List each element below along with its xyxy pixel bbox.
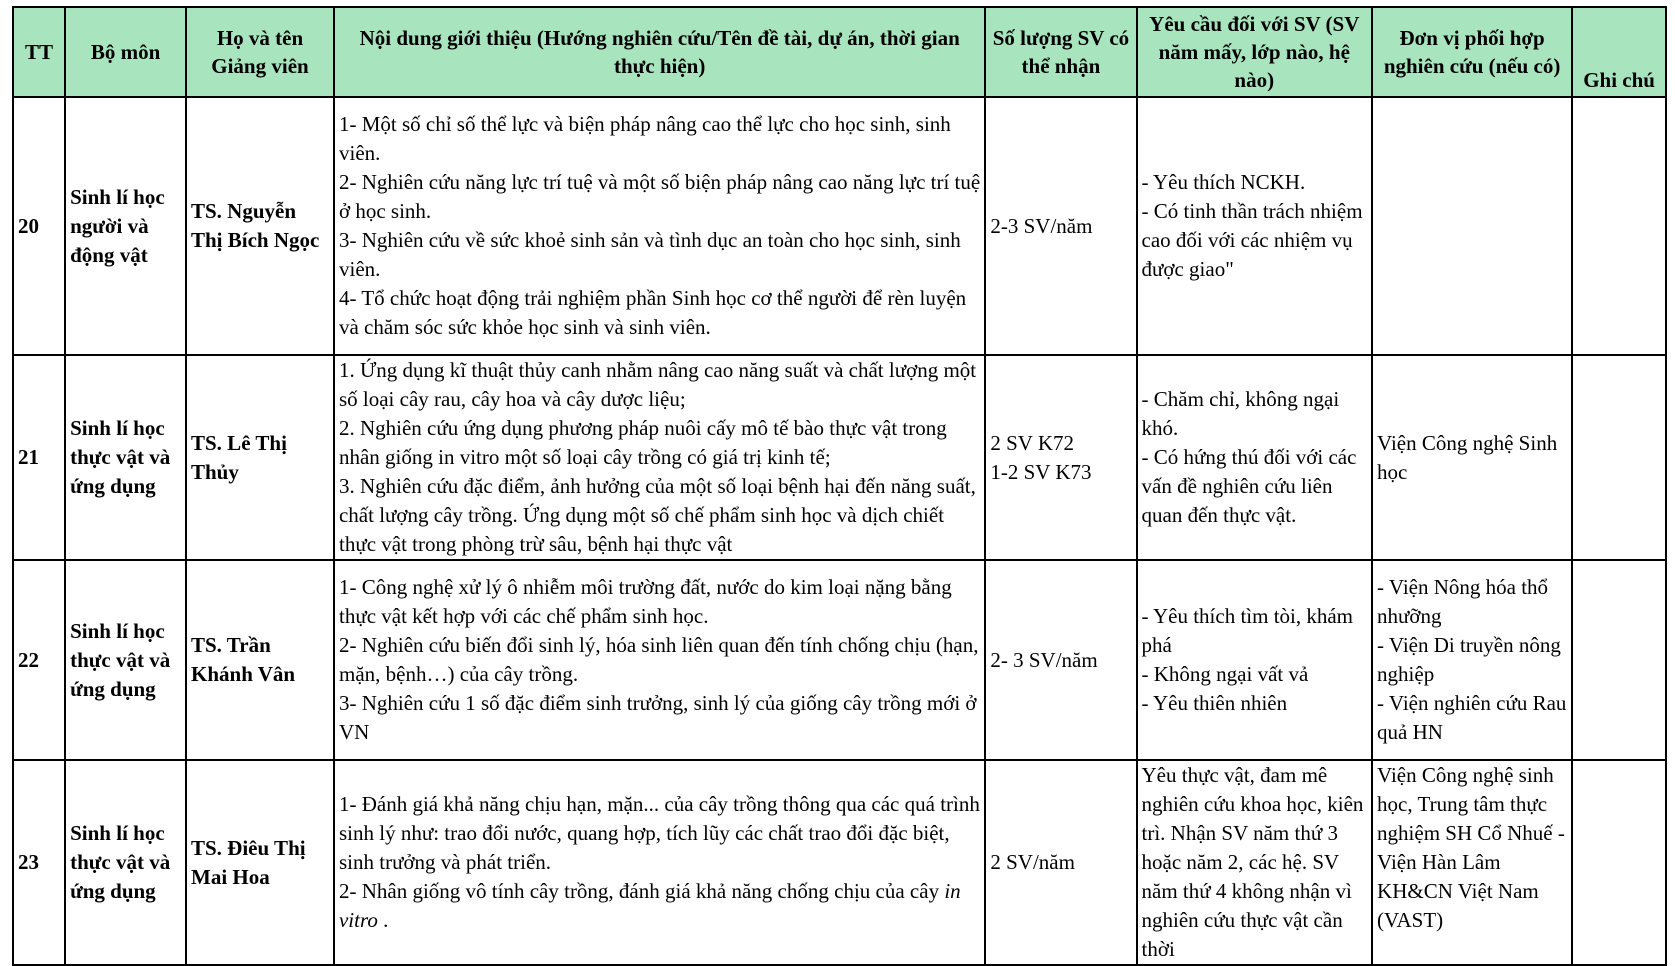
- header-ghi-chu: Ghi chú: [1572, 7, 1666, 97]
- row-ghi-chu: [1572, 355, 1666, 560]
- row-giang-vien: TS. Lê Thị Thủy: [186, 355, 334, 560]
- row-yeu-cau: - Chăm chỉ, không ngại khó. - Có hứng thú đối với các vấn đề nghiên cứu liên quan đến thực vật.: [1137, 355, 1373, 560]
- row-tt: 22: [13, 560, 65, 760]
- row-ghi-chu: [1572, 97, 1666, 355]
- row-don-vi: [1372, 97, 1572, 355]
- table-row: [13, 760, 1666, 965]
- header-yeu-cau: Yêu cầu đối với SV (SV năm mấy, lớp nào, hệ nào): [1137, 7, 1373, 97]
- row-so-luong: 2- 3 SV/năm: [985, 560, 1136, 760]
- row-bo-mon: Sinh lí học thực vật và ứng dụng: [65, 355, 186, 560]
- row-bo-mon: Sinh lí học người và động vật: [65, 97, 186, 355]
- research-topics-table: [12, 6, 1667, 966]
- row-noi-dung-main: 1- Đánh giá khả năng chịu hạn, mặn... của cây trồng thông qua các quá trình sinh lý như: trao đổi nước, quang hợp, tích lũy các chất trao đổi đặc biệt, sinh trưởng và phát triển. 2- Nhân giống vô tính cây trồng, đánh giá khả năng chống chịu của cây: [338, 792, 980, 903]
- header-giang-vien: Họ và tên Giảng viên: [186, 7, 334, 97]
- header-so-luong: Số lượng SV có thể nhận: [985, 7, 1136, 97]
- row-noi-dung-italic: in vitro: [338, 879, 961, 932]
- row-so-luong: 2 SV/năm: [985, 760, 1136, 965]
- row-tt: 21: [13, 355, 65, 560]
- row-giang-vien: TS. Nguyễn Thị Bích Ngọc: [186, 97, 334, 355]
- row-ghi-chu: [1572, 560, 1666, 760]
- row-ghi-chu: [1572, 760, 1666, 965]
- row-giang-vien: TS. Điêu Thị Mai Hoa: [186, 760, 334, 965]
- row-noi-dung: [334, 760, 985, 965]
- row-noi-dung: 1- Một số chỉ số thể lực và biện pháp nâng cao thể lực cho học sinh, sinh viên. 2- Nghiên cứu năng lực trí tuệ và một số biện pháp nâng cao năng lực trí tuệ ở học sinh. 3- Nghiên cứu về sức khoẻ sinh sản và tình dục an toàn cho học sinh, sinh viên. 4- Tổ chức hoạt động trải nghiệm phần Sinh học cơ thể người để rèn luyện và chăm sóc sức khỏe học sinh và sinh viên.: [334, 97, 985, 355]
- table-row: [13, 97, 1666, 355]
- table-row: [13, 560, 1666, 760]
- row-noi-dung: 1- Công nghệ xử lý ô nhiễm môi trường đất, nước do kim loại nặng bằng thực vật kết hợp với các chế phẩm sinh học. 2- Nghiên cứu biến đổi sinh lý, hóa sinh liên quan đến tính chống chịu (hạn, mặn, bệnh…) của cây trồng. 3- Nghiên cứu 1 số đặc điểm sinh trưởng, sinh lý của giống cây trồng mới ở VN: [334, 560, 985, 760]
- row-noi-dung: 1. Ứng dụng kĩ thuật thủy canh nhằm nâng cao năng suất và chất lượng một số loại cây rau, cây hoa và cây dược liệu; 2. Nghiên cứu ứng dụng phương pháp nuôi cấy mô tế bào thực vật trong nhân giống in vitro một số loại cây trồng có giá trị kinh tế; 3. Nghiên cứu đặc điểm, ảnh hưởng của một số loại bệnh hại đến năng suất, chất lượng cây trồng. Ứng dụng một số chế phẩm sinh học và dịch chiết thực vật trong phòng trừ sâu, bệnh hại thực vật: [334, 355, 985, 560]
- header-tt: TT: [13, 7, 65, 97]
- row-so-luong: 2 SV K72 1-2 SV K73: [985, 355, 1136, 560]
- row-yeu-cau: - Yêu thích tìm tòi, khám phá - Không ngại vất vả - Yêu thiên nhiên: [1137, 560, 1373, 760]
- row-giang-vien: TS. Trần Khánh Vân: [186, 560, 334, 760]
- row-bo-mon: Sinh lí học thực vật và ứng dụng: [65, 760, 186, 965]
- row-so-luong: 2-3 SV/năm: [985, 97, 1136, 355]
- row-don-vi: Viện Công nghệ sinh học, Trung tâm thực nghiệm SH Cổ Nhuế - Viện Hàn Lâm KH&CN Việt Nam (VAST): [1372, 760, 1572, 965]
- row-don-vi: Viện Công nghệ Sinh học: [1372, 355, 1572, 560]
- row-tt: 23: [13, 760, 65, 965]
- row-don-vi: - Viện Nông hóa thổ nhưỡng - Viện Di truyền nông nghiệp - Viện nghiên cứu Rau quả HN: [1372, 560, 1572, 760]
- row-yeu-cau: - Yêu thích NCKH. - Có tinh thần trách nhiệm cao đối với các nhiệm vụ được giao": [1137, 97, 1373, 355]
- row-yeu-cau: Yêu thực vật, đam mê nghiên cứu khoa học, kiên trì. Nhận SV năm thứ 3 hoặc năm 2, các hệ. SV năm thứ 4 không nhận vì nghiên cứu thực vật cần thời: [1137, 760, 1373, 965]
- row-noi-dung-end: .: [377, 908, 389, 932]
- header-bo-mon: Bộ môn: [65, 7, 186, 97]
- header-noi-dung: Nội dung giới thiệu (Hướng nghiên cứu/Tên đề tài, dự án, thời gian thực hiện): [334, 7, 985, 97]
- table-row: [13, 355, 1666, 560]
- row-tt: 20: [13, 97, 65, 355]
- header-don-vi: Đơn vị phối hợp nghiên cứu (nếu có): [1372, 7, 1572, 97]
- row-bo-mon: Sinh lí học thực vật và ứng dụng: [65, 560, 186, 760]
- header-row: [13, 7, 1666, 97]
